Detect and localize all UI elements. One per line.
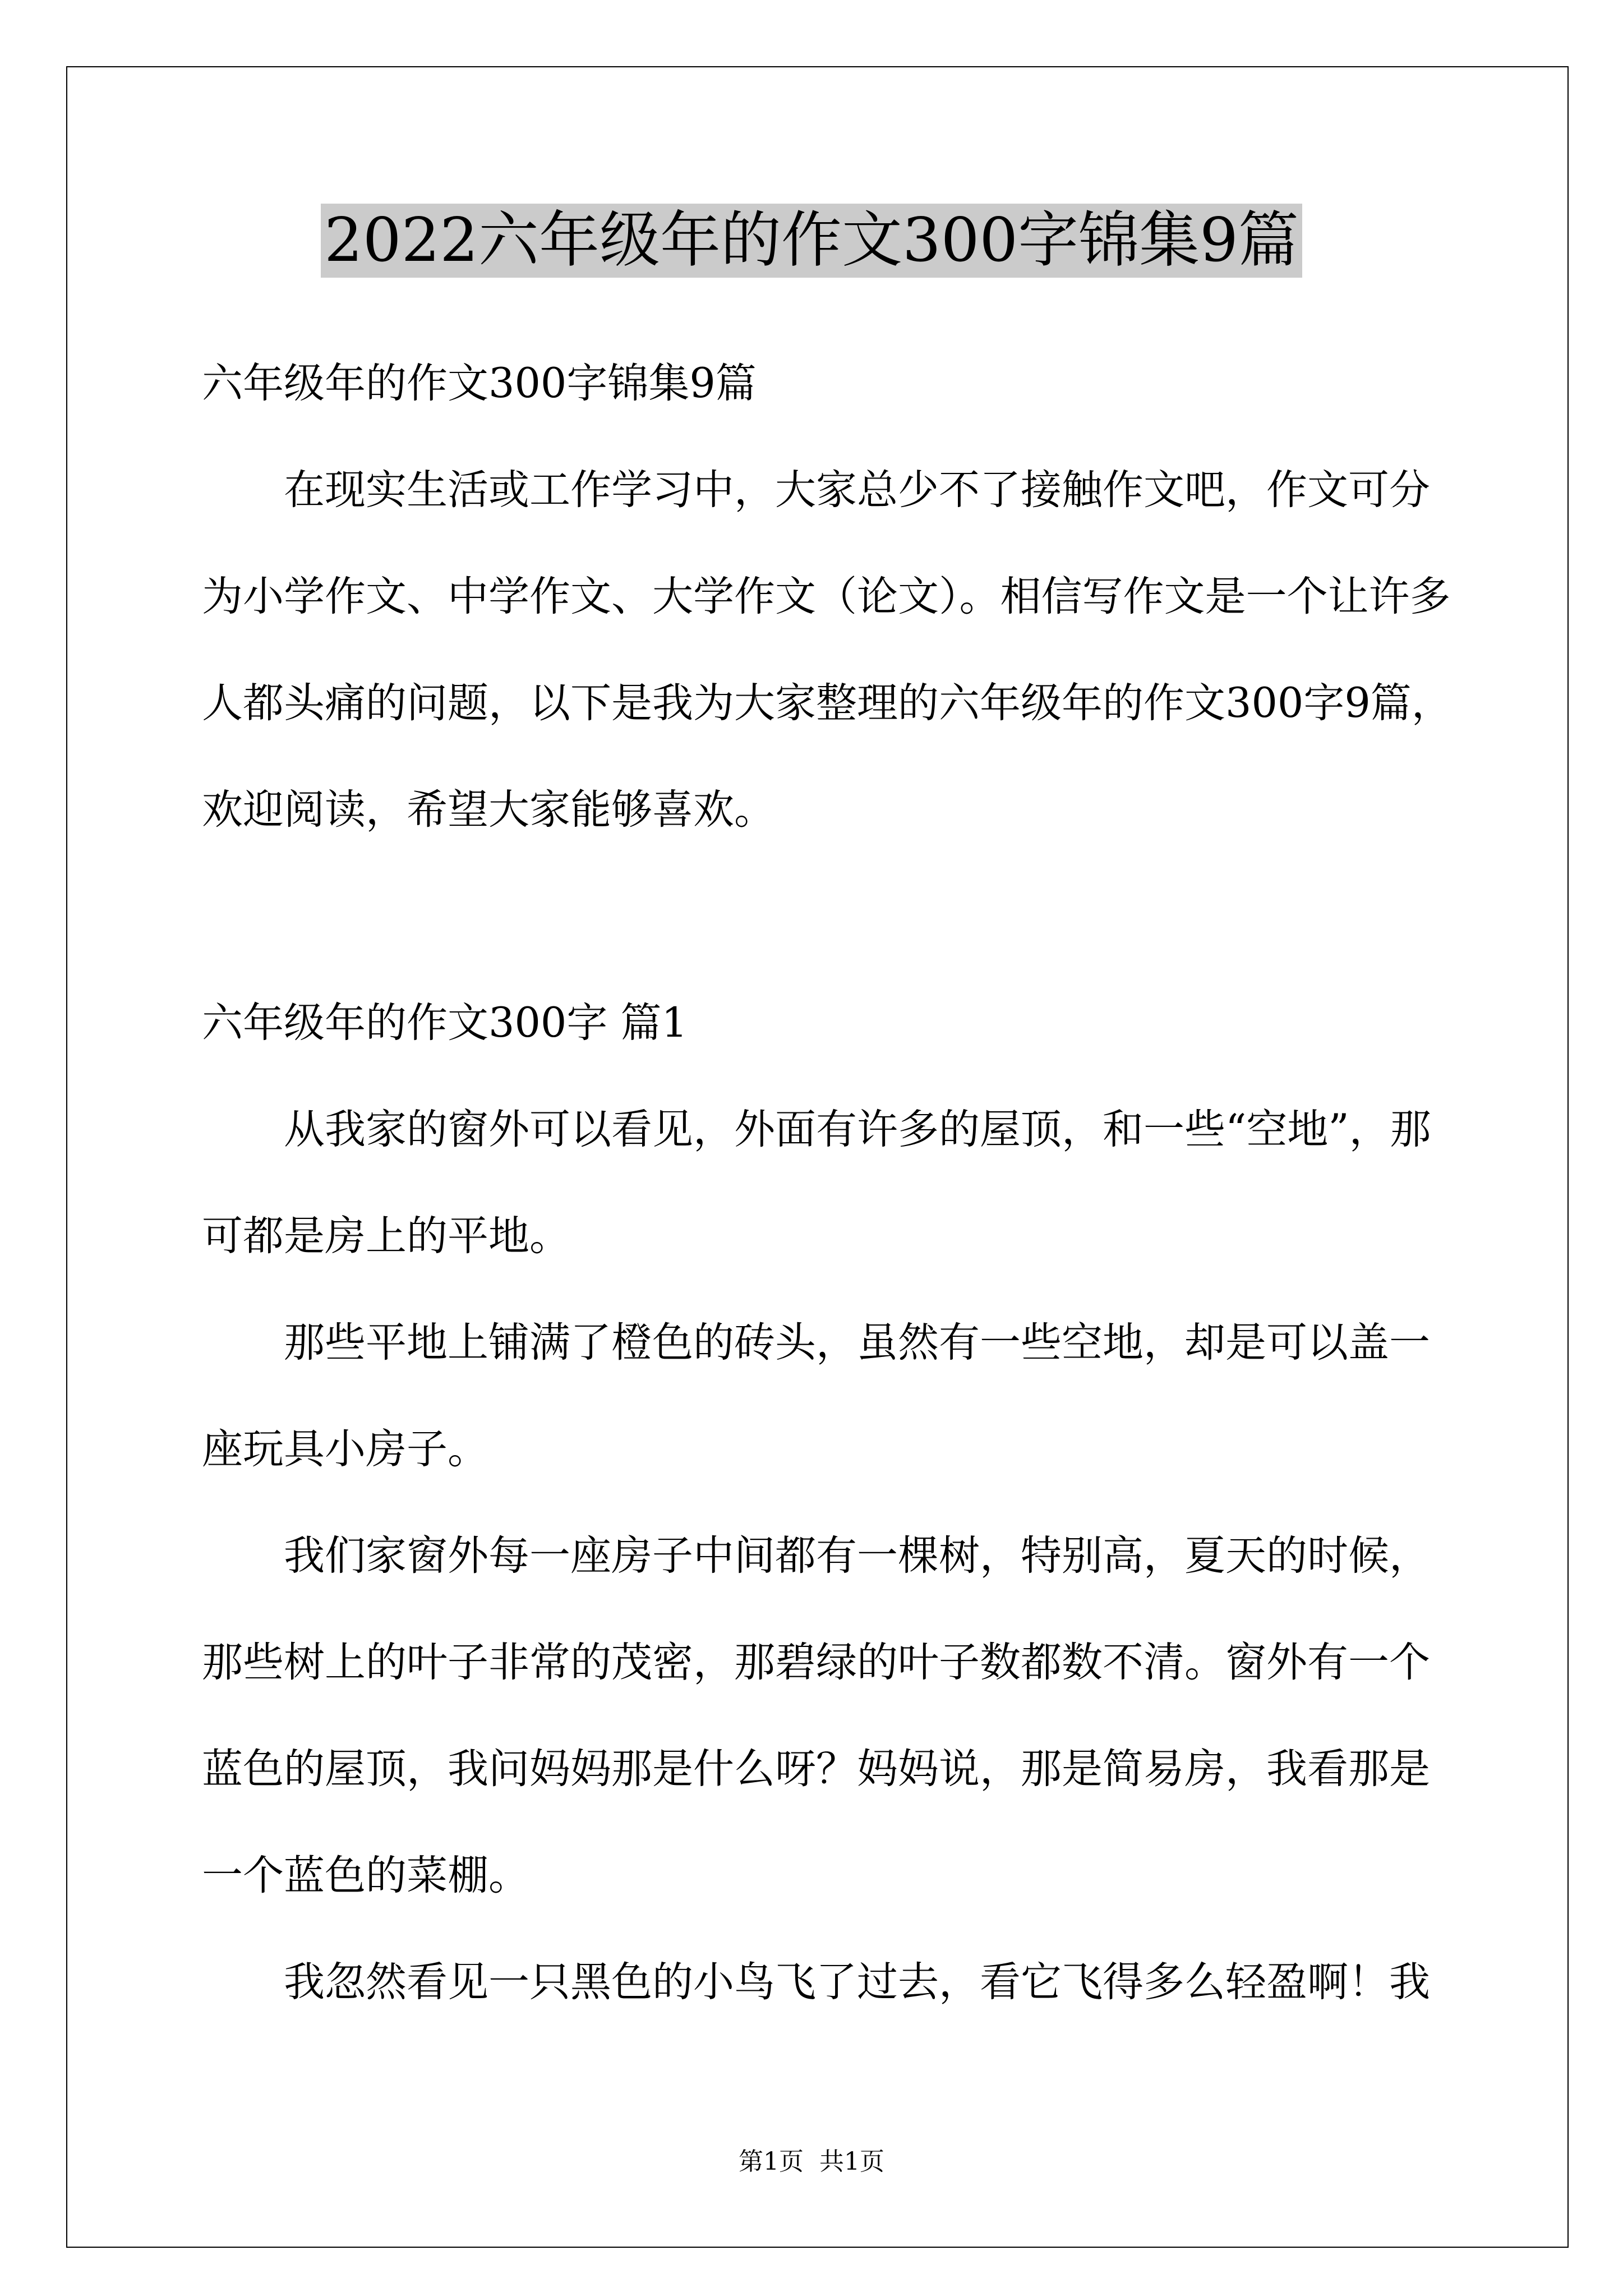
page-footer: 第1页 共1页 [739, 2147, 884, 2176]
paragraph-line: 蓝色的屋顶，我问妈妈那是什么呀？妈妈说，那是简易房，我看那是 [202, 1745, 1430, 1793]
section-paragraph [202, 1076, 1453, 1290]
document-body [202, 330, 1453, 2036]
paragraph-line: 我们家窗外每一座房子中间都有一棵树，特别高，夏天的时候， [284, 1532, 1430, 1580]
blank-line [202, 863, 1453, 970]
intro-paragraph [202, 437, 1453, 863]
paragraph-line: 人都头痛的问题，以下是我为大家整理的六年级年的作文300字9篇， [202, 679, 1453, 727]
section-paragraph [202, 1503, 1453, 1929]
paragraph-line: 从我家的窗外可以看见，外面有许多的屋顶，和一些“空地”，那 [284, 1106, 1431, 1153]
section-paragraph [202, 1929, 1453, 2036]
section-paragraph [202, 1290, 1453, 1503]
title-container [0, 204, 1623, 278]
section-heading: 六年级年的作文300字 篇1 [202, 999, 688, 1047]
paragraph-line: 欢迎阅读，希望大家能够喜欢。 [202, 786, 775, 834]
document-title: 2022六年级年的作文300字锦集9篇 [321, 204, 1302, 278]
paragraph-line: 可都是房上的平地。 [202, 1212, 570, 1260]
paragraph-line: 座玩具小房子。 [202, 1425, 488, 1473]
paragraph-line: 一个蓝色的菜棚。 [202, 1852, 529, 1899]
paragraph-line: 我忽然看见一只黑色的小鸟飞了过去，看它飞得多么轻盈啊！我 [284, 1958, 1430, 2006]
paragraph-line: 为小学作文、中学作文、大学作文（论文）。相信写作文是一个让许多 [202, 573, 1451, 620]
paragraph-line: 那些树上的叶子非常的茂密，那碧绿的叶子数都数不清。窗外有一个 [202, 1639, 1430, 1686]
intro-heading: 六年级年的作文300字锦集9篇 [202, 360, 757, 407]
paragraph-line: 那些平地上铺满了橙色的砖头，虽然有一些空地，却是可以盖一 [284, 1319, 1430, 1366]
paragraph-line: 在现实生活或工作学习中，大家总少不了接触作文吧，作文可分 [284, 466, 1430, 514]
